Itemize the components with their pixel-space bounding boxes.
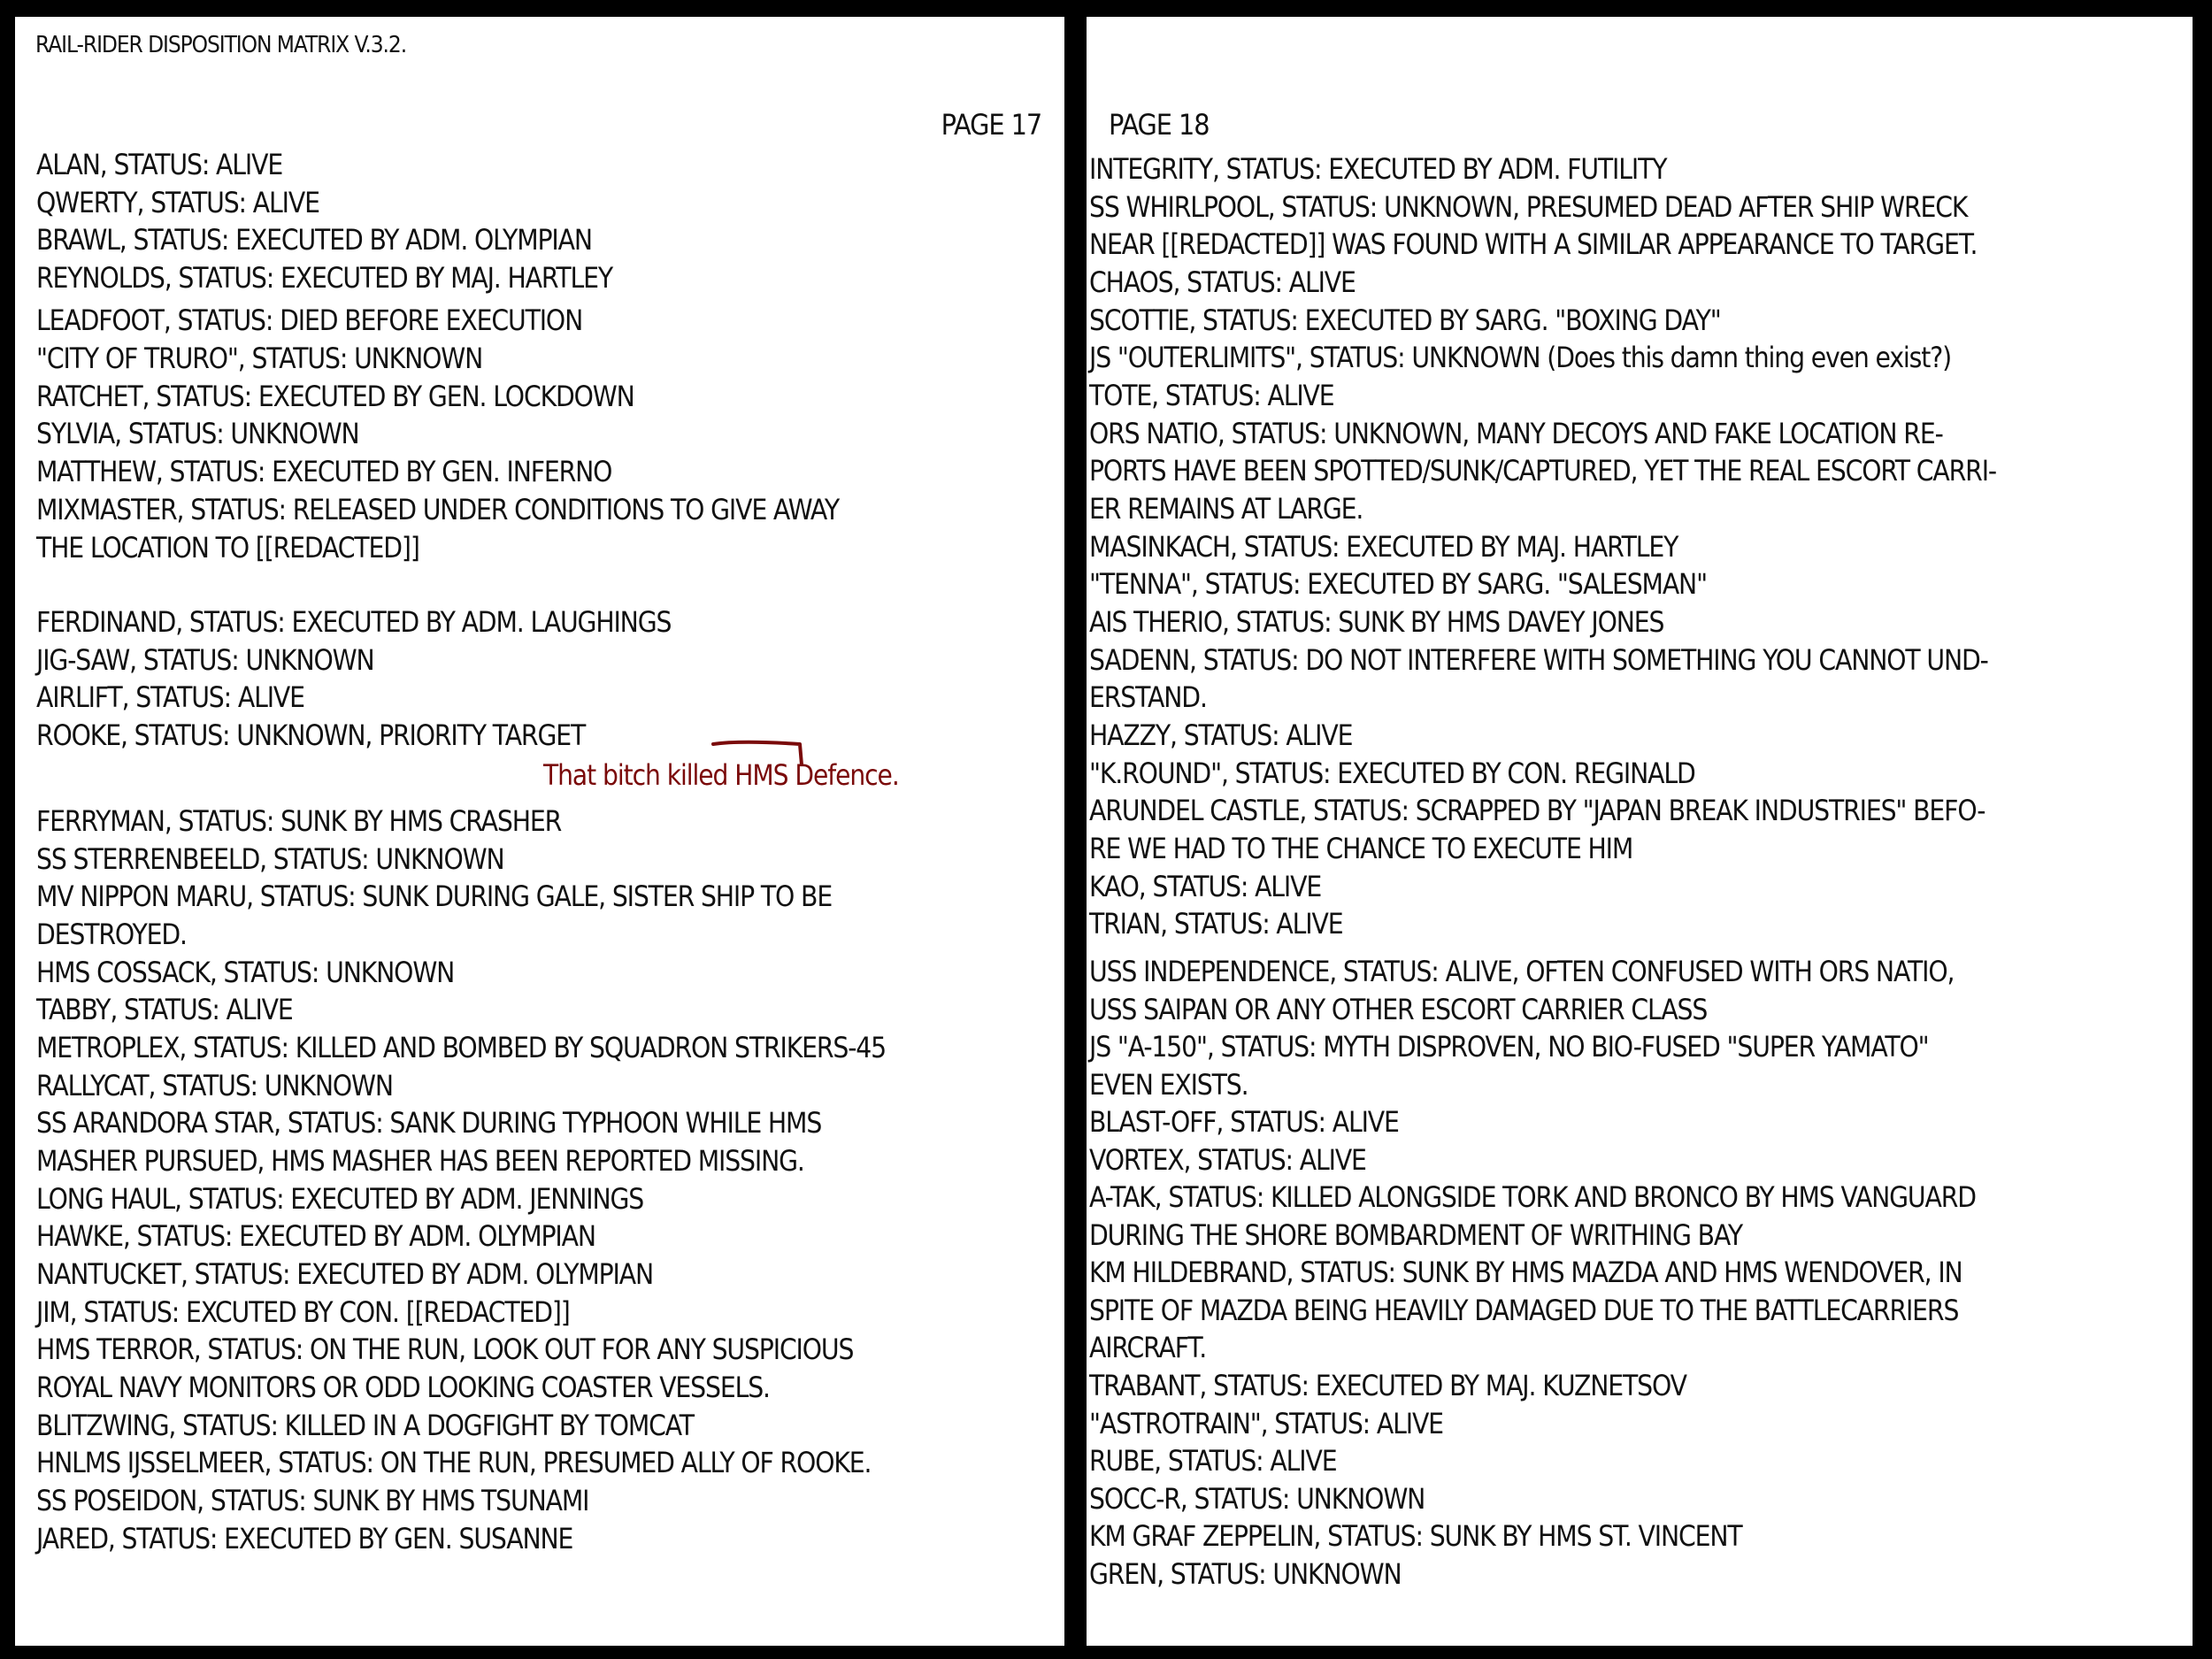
list-item: KM GRAF ZEPPELIN, STATUS: SUNK BY HMS ST. VINCENT	[1089, 1519, 1742, 1553]
list-item: VORTEX, STATUS: ALIVE	[1089, 1143, 1366, 1177]
list-item: "ASTROTRAIN", STATUS: ALIVE	[1089, 1407, 1443, 1440]
page-18	[1087, 17, 2193, 1646]
list-item: HNLMS IJSSELMEER, STATUS: ON THE RUN, PRESUMED ALLY OF ROOKE.	[36, 1446, 872, 1479]
list-item: LEADFOOT, STATUS: DIED BEFORE EXECUTION	[36, 303, 583, 337]
list-item: MIXMASTER, STATUS: RELEASED UNDER CONDITIONS TO GIVE AWAY	[36, 493, 840, 526]
list-item: JS "A-150", STATUS: MYTH DISPROVEN, NO BIO-FUSED "SUPER YAMATO"	[1089, 1030, 1929, 1064]
list-item: FERRYMAN, STATUS: SUNK BY HMS CRASHER	[36, 804, 562, 838]
list-item: AIRCRAFT.	[1089, 1331, 1207, 1364]
list-item: SPITE OF MAZDA BEING HEAVILY DAMAGED DUE TO THE BATTLECARRIERS	[1089, 1294, 1959, 1327]
list-item: RATCHET, STATUS: EXECUTED BY GEN. LOCKDOWN	[36, 380, 634, 413]
list-item: THE LOCATION TO [[REDACTED]]	[36, 531, 419, 565]
list-item: NEAR [[REDACTED]] WAS FOUND WITH A SIMILAR APPEARANCE TO TARGET.	[1089, 227, 1978, 261]
list-item: ALAN, STATUS: ALIVE	[36, 148, 283, 181]
list-item: HMS TERROR, STATUS: ON THE RUN, LOOK OUT FOR ANY SUSPICIOUS	[36, 1333, 854, 1366]
document-title: RAIL-RIDER DISPOSITION MATRIX V.3.2.	[35, 32, 407, 58]
list-item: SADENN, STATUS: DO NOT INTERFERE WITH SOMETHING YOU CANNOT UND-	[1089, 643, 1988, 677]
list-item: GREN, STATUS: UNKNOWN	[1089, 1557, 1402, 1591]
list-item: ROOKE, STATUS: UNKNOWN, PRIORITY TARGET	[36, 718, 586, 752]
list-item: JARED, STATUS: EXECUTED BY GEN. SUSANNE	[36, 1522, 573, 1555]
list-item: PORTS HAVE BEEN SPOTTED/SUNK/CAPTURED, YET THE REAL ESCORT CARRI-	[1089, 454, 1996, 488]
list-item: NANTUCKET, STATUS: EXECUTED BY ADM. OLYMPIAN	[36, 1257, 654, 1291]
list-item: RALLYCAT, STATUS: UNKNOWN	[36, 1069, 393, 1102]
list-item: SS POSEIDON, STATUS: SUNK BY HMS TSUNAMI	[36, 1484, 589, 1517]
list-item: BLAST-OFF, STATUS: ALIVE	[1089, 1105, 1399, 1139]
list-item: FERDINAND, STATUS: EXECUTED BY ADM. LAUGHINGS	[36, 605, 672, 639]
list-item: TRABANT, STATUS: EXECUTED BY MAJ. KUZNETSOV	[1089, 1369, 1686, 1402]
list-item: BLITZWING, STATUS: KILLED IN A DOGFIGHT BY TOMCAT	[36, 1409, 694, 1442]
page-number-18: PAGE 18	[1109, 108, 1210, 142]
list-item: AIS THERIO, STATUS: SUNK BY HMS DAVEY JONES	[1089, 605, 1664, 639]
list-item: CHAOS, STATUS: ALIVE	[1089, 265, 1356, 299]
list-item: KAO, STATUS: ALIVE	[1089, 870, 1322, 903]
list-item: ARUNDEL CASTLE, STATUS: SCRAPPED BY "JAPAN BREAK INDUSTRIES" BEFO-	[1089, 794, 1985, 827]
list-item: MATTHEW, STATUS: EXECUTED BY GEN. INFERNO	[36, 455, 612, 488]
list-item: EVEN EXISTS.	[1089, 1068, 1248, 1102]
list-item: ER REMAINS AT LARGE.	[1089, 492, 1363, 526]
list-item: SS STERRENBEELD, STATUS: UNKNOWN	[36, 842, 504, 876]
list-item: HAWKE, STATUS: EXECUTED BY ADM. OLYMPIAN	[36, 1219, 595, 1253]
list-item: TABBY, STATUS: ALIVE	[36, 993, 293, 1026]
list-item: USS INDEPENDENCE, STATUS: ALIVE, OFTEN CONFUSED WITH ORS NATIO,	[1089, 955, 1955, 988]
list-item: BRAWL, STATUS: EXECUTED BY ADM. OLYMPIAN	[36, 223, 592, 257]
list-item: LONG HAUL, STATUS: EXECUTED BY ADM. JENNINGS	[36, 1182, 644, 1216]
list-item: "TENNA", STATUS: EXECUTED BY SARG. "SALESMAN"	[1089, 567, 1707, 601]
list-item: JIM, STATUS: EXCUTED BY CON. [[REDACTED]]	[36, 1295, 570, 1329]
list-item: JS "OUTERLIMITS", STATUS: UNKNOWN (Does this damn thing even exist?)	[1089, 341, 1951, 374]
list-item: REYNOLDS, STATUS: EXECUTED BY MAJ. HARTLEY	[36, 261, 612, 295]
list-item: SOCC-R, STATUS: UNKNOWN	[1089, 1482, 1425, 1516]
list-item: METROPLEX, STATUS: KILLED AND BOMBED BY SQUADRON STRIKERS-45	[36, 1031, 887, 1064]
list-item: SS WHIRLPOOL, STATUS: UNKNOWN, PRESUMED DEAD AFTER SHIP WRECK	[1089, 190, 1968, 224]
list-item: QWERTY, STATUS: ALIVE	[36, 186, 319, 219]
list-item: MASINKACH, STATUS: EXECUTED BY MAJ. HARTLEY	[1089, 530, 1678, 564]
list-item: "CITY OF TRURO", STATUS: UNKNOWN	[36, 342, 483, 375]
list-item: USS SAIPAN OR ANY OTHER ESCORT CARRIER CLASS	[1089, 993, 1708, 1026]
list-item: RUBE, STATUS: ALIVE	[1089, 1444, 1337, 1478]
list-item: A-TAK, STATUS: KILLED ALONGSIDE TORK AND BRONCO BY HMS VANGUARD	[1089, 1180, 1976, 1214]
list-item: ORS NATIO, STATUS: UNKNOWN, MANY DECOYS AND FAKE LOCATION RE-	[1089, 417, 1943, 450]
list-item: TOTE, STATUS: ALIVE	[1089, 379, 1334, 412]
list-item: KM HILDEBRAND, STATUS: SUNK BY HMS MAZDA AND HMS WENDOVER, IN	[1089, 1256, 1962, 1289]
list-item: SYLVIA, STATUS: UNKNOWN	[36, 417, 359, 450]
list-item: MV NIPPON MARU, STATUS: SUNK DURING GALE, SISTER SHIP TO BE	[36, 879, 833, 913]
list-item: JIG-SAW, STATUS: UNKNOWN	[36, 643, 374, 677]
list-item: TRIAN, STATUS: ALIVE	[1089, 907, 1343, 941]
list-item: HAZZY, STATUS: ALIVE	[1089, 718, 1353, 752]
page-number-17: PAGE 17	[941, 108, 1041, 142]
list-item: SS ARANDORA STAR, STATUS: SANK DURING TYPHOON WHILE HMS	[36, 1106, 822, 1140]
list-item: MASHER PURSUED, HMS MASHER HAS BEEN REPORTED MISSING.	[36, 1144, 804, 1178]
list-item: ERSTAND.	[1089, 680, 1207, 714]
list-item: "K.ROUND", STATUS: EXECUTED BY CON. REGINALD	[1089, 757, 1695, 790]
list-item: AIRLIFT, STATUS: ALIVE	[36, 680, 304, 714]
page-17	[15, 17, 1064, 1646]
list-item: SCOTTIE, STATUS: EXECUTED BY SARG. "BOXING DAY"	[1089, 303, 1721, 337]
list-item: HMS COSSACK, STATUS: UNKNOWN	[36, 956, 455, 989]
list-item: INTEGRITY, STATUS: EXECUTED BY ADM. FUTILITY	[1089, 152, 1667, 186]
list-item: ROYAL NAVY MONITORS OR ODD LOOKING COASTER VESSELS.	[36, 1371, 770, 1404]
list-item: DESTROYED.	[36, 918, 187, 951]
list-item: RE WE HAD TO THE CHANCE TO EXECUTE HIM	[1089, 832, 1633, 865]
handwritten-annotation: That bitch killed HMS Defence.	[543, 758, 899, 792]
list-item: DURING THE SHORE BOMBARDMENT OF WRITHING BAY	[1089, 1218, 1743, 1252]
